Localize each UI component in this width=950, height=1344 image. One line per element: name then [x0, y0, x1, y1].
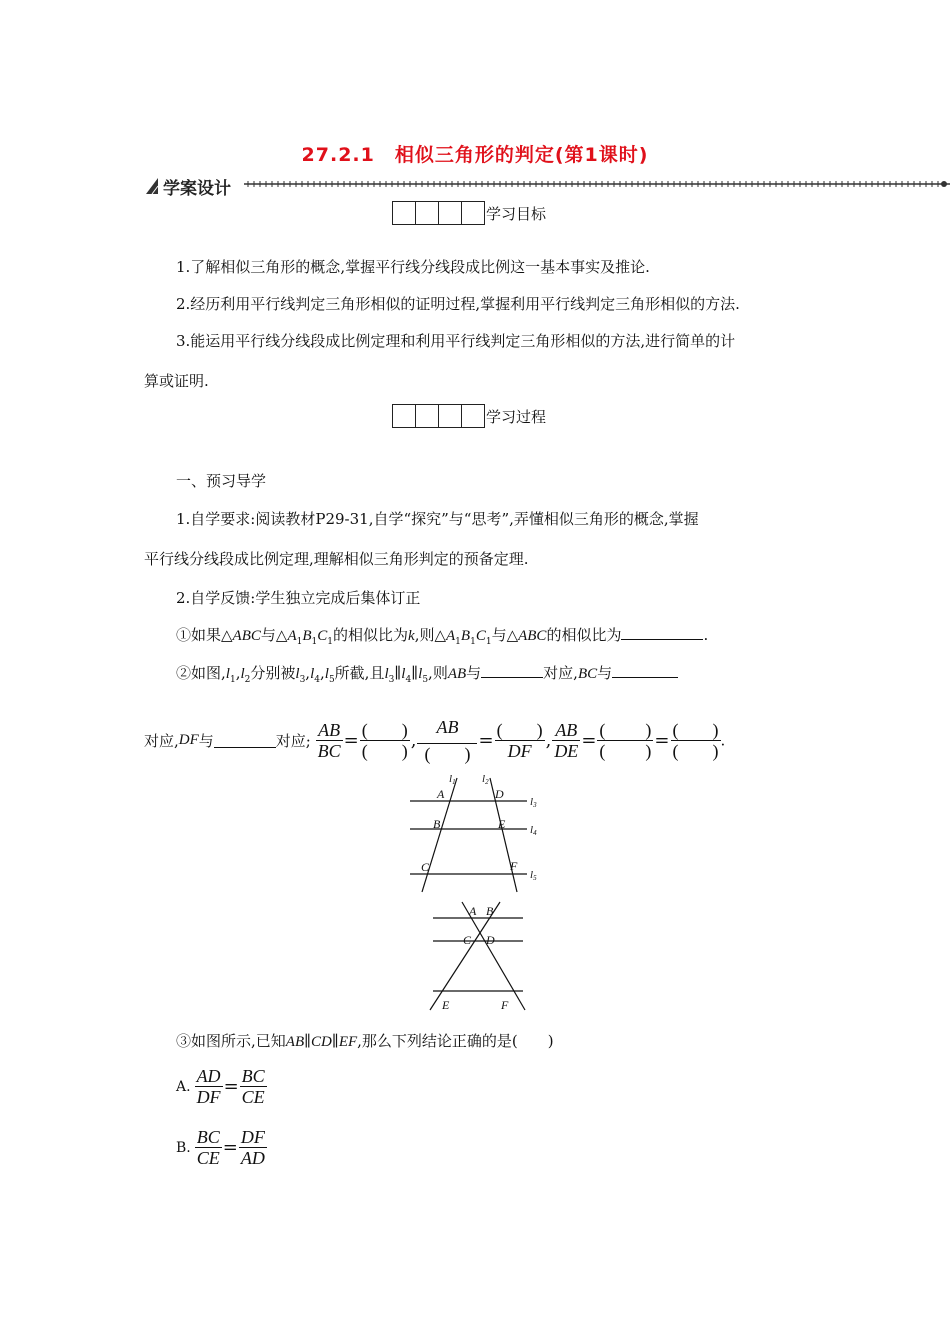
svg-text:l2: l2	[482, 773, 489, 786]
goals-header-label: 学习目标	[486, 204, 547, 223]
banner-triangle-icon	[146, 178, 158, 194]
question-1: ①如果△ABC与$\triangle A_1B_1C_1$的相似比为k,则$\triangle A_1B_1C_1$与△ABC的相似比为 .	[176, 626, 709, 647]
point-label-e: E	[498, 817, 506, 831]
answer-blank[interactable]	[612, 663, 678, 678]
goal-item: 1.了解相似三角形的概念,掌握平行线分线段成比例这一基本事实及推论.	[176, 258, 650, 276]
header-boxes	[392, 404, 484, 428]
svg-text:l4: l4	[530, 824, 537, 837]
fraction: $\frac{AB}{DE}$	[554, 720, 579, 761]
point-label-f: F	[501, 998, 509, 1012]
answer-blank[interactable]	[481, 663, 543, 678]
feedback-line: 2.自学反馈:学生独立完成后集体订正	[176, 589, 421, 607]
goals-header	[392, 201, 546, 225]
section-banner	[144, 172, 950, 198]
option-b[interactable]: B. $\frac{BC}{CE}$ = $\frac{DF}{AD}$	[176, 1127, 265, 1168]
section-heading: 一、预习导学	[176, 472, 267, 490]
fraction-blank[interactable]: $\frac{( )}{( )}$	[599, 720, 652, 761]
option-a[interactable]: A. $\frac{AD}{DF}$ = $\frac{BC}{CE}$	[176, 1066, 265, 1107]
point-label-c: C	[421, 860, 430, 874]
point-label-a: A	[437, 787, 445, 801]
goal-item-continued: 算或证明.	[144, 372, 209, 390]
requirement-line: 1.自学要求:阅读教材P29-31,自学“探究”与“思考”,弄懂相似三角形的概念,掌握	[176, 510, 699, 528]
question-2: ②如图$,l_1,l_2$分别被$l_3,l_4,l_5$所截,且$l_3\parallel l_4\parallel l_5$,则AB与 对应,BC与	[176, 662, 678, 685]
fraction: $\frac{AB}{BC}$	[317, 720, 341, 761]
svg-text:l1: l1	[449, 773, 456, 786]
point-label-e: E	[442, 998, 450, 1012]
answer-blank[interactable]	[214, 733, 276, 748]
process-header	[392, 404, 546, 428]
point-label-b: B	[433, 817, 441, 831]
goal-item: 3.能运用平行线分线段成比例定理和利用平行线判定三角形相似的方法,进行简单的计	[176, 332, 736, 350]
fraction: $\frac{AB}{( )}$	[417, 717, 477, 764]
requirement-line-continued: 平行线分线段成比例定理,理解相似三角形判定的预备定理.	[144, 550, 529, 568]
header-boxes	[392, 201, 484, 225]
fraction-blank[interactable]: $\frac{( )}{DF}$	[496, 720, 543, 761]
figure-parallel-lines	[405, 770, 555, 895]
process-header-label: 学习过程	[486, 407, 547, 426]
point-label-c: C	[463, 933, 472, 947]
point-label-d: D	[486, 933, 495, 947]
question-3: ③如图所示,已知AB∥CD∥EF,那么下列结论正确的是( )	[176, 1032, 554, 1050]
point-label-d: D	[495, 787, 504, 801]
question-2-proportions: 对应,DF与 对应; $\frac{AB}{BC}$ = $\frac{( )}{( )}$ , $\frac{AB}{( )}$ = $\frac{( )}{DF}$ , $\frac{AB}{DE}$ = $\frac{( )}{( )}$ = $\frac{( )}{( )}$ .	[144, 717, 726, 764]
svg-text:l3: l3	[530, 796, 537, 809]
point-label-a: A	[469, 904, 477, 918]
goal-item: 2.经历利用平行线判定三角形相似的证明过程,掌握利用平行线判定三角形相似的方法.	[176, 295, 740, 313]
figure-crossing-lines	[425, 898, 530, 1013]
banner-label: 学案设计	[163, 179, 231, 199]
point-label-b: B	[486, 904, 494, 918]
page-title: 27.2.1 相似三角形的判定(第1课时)	[301, 144, 649, 166]
point-label-f: F	[510, 859, 518, 873]
answer-blank[interactable]	[621, 625, 703, 640]
fraction-blank[interactable]: $\frac{( )}{( )}$	[361, 720, 408, 761]
svg-text:l5: l5	[530, 869, 537, 882]
fraction-blank[interactable]: $\frac{( )}{( )}$	[672, 720, 719, 761]
